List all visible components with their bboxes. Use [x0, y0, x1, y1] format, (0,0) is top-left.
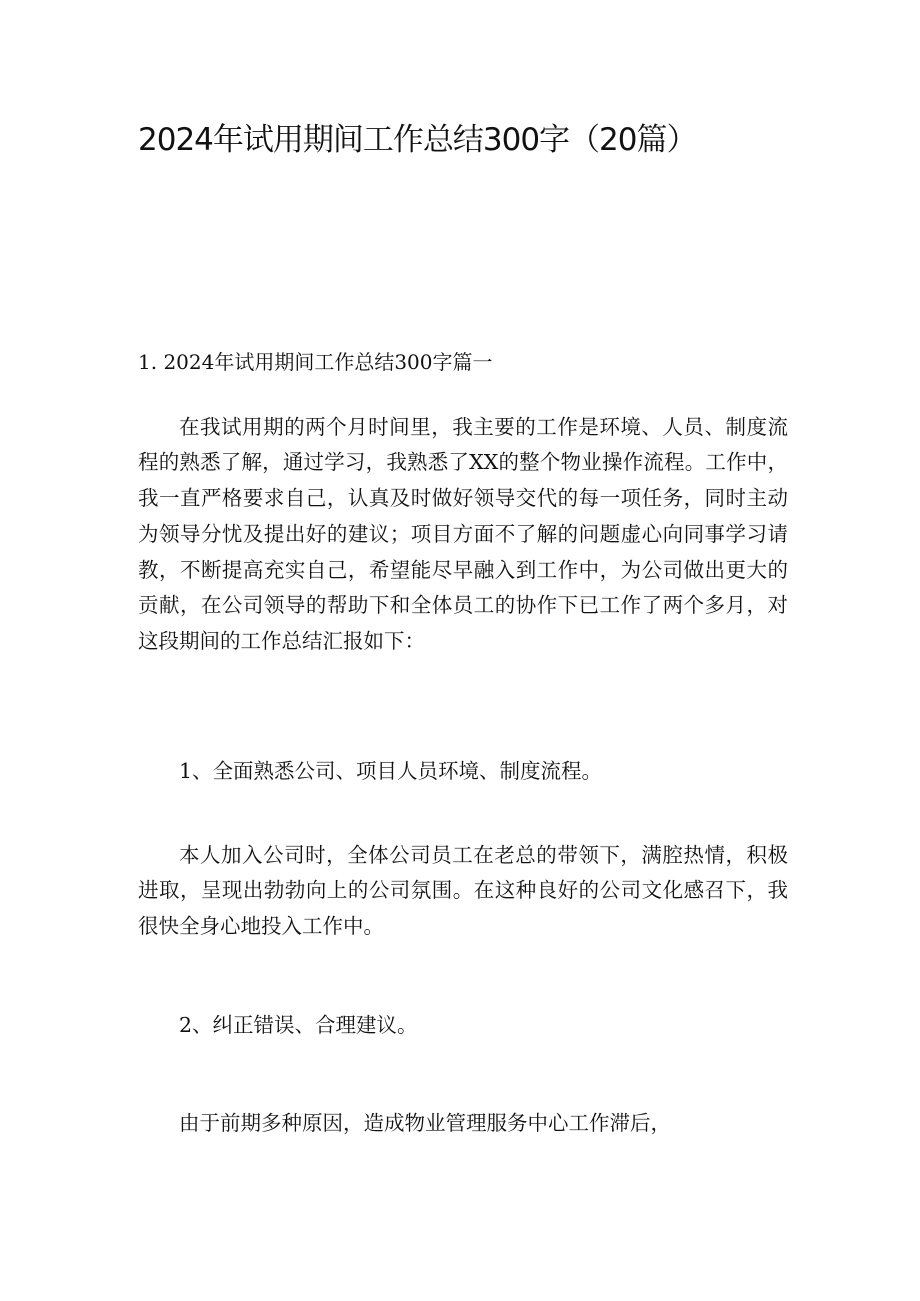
- document-title: 2024年试用期间工作总结300字（20篇）: [138, 122, 697, 158]
- point-heading-1: 1、全面熟悉公司、项目人员环境、制度流程。: [179, 758, 603, 783]
- paragraph-body-1: 本人加入公司时，全体公司员工在老总的带领下，满腔热情，积极进取，呈现出勃勃向上的公司氛围。在这种良好的公司文化感召下，我很快全身心地投入工作中。: [138, 842, 788, 939]
- point-heading-2: 2、纠正错误、合理建议。: [179, 1012, 418, 1037]
- paragraph-intro: 在我试用期的两个月时间里，我主要的工作是环境、人员、制度流程的熟悉了解，通过学习，我熟悉了XX的整个物业操作流程。工作中，我一直严格要求自己，认真及时做好领导交代的每一项任务，同时主动为领导分忧及提出好的建议；项目方面不了解的问题虚心向同事学习请教，不断提高充实自己，希望能尽早融入到工作中，为公司做出更大的贡献，在公司领导的帮助下和全体员工的协作下已工作了两个多月，对这段期间的工作总结汇报如下：: [138, 414, 788, 654]
- section-heading: 1. 2024年试用期间工作总结300字篇一: [138, 350, 493, 374]
- paragraph-body-2: 由于前期多种原因，造成物业管理服务中心工作滞后，: [179, 1110, 671, 1135]
